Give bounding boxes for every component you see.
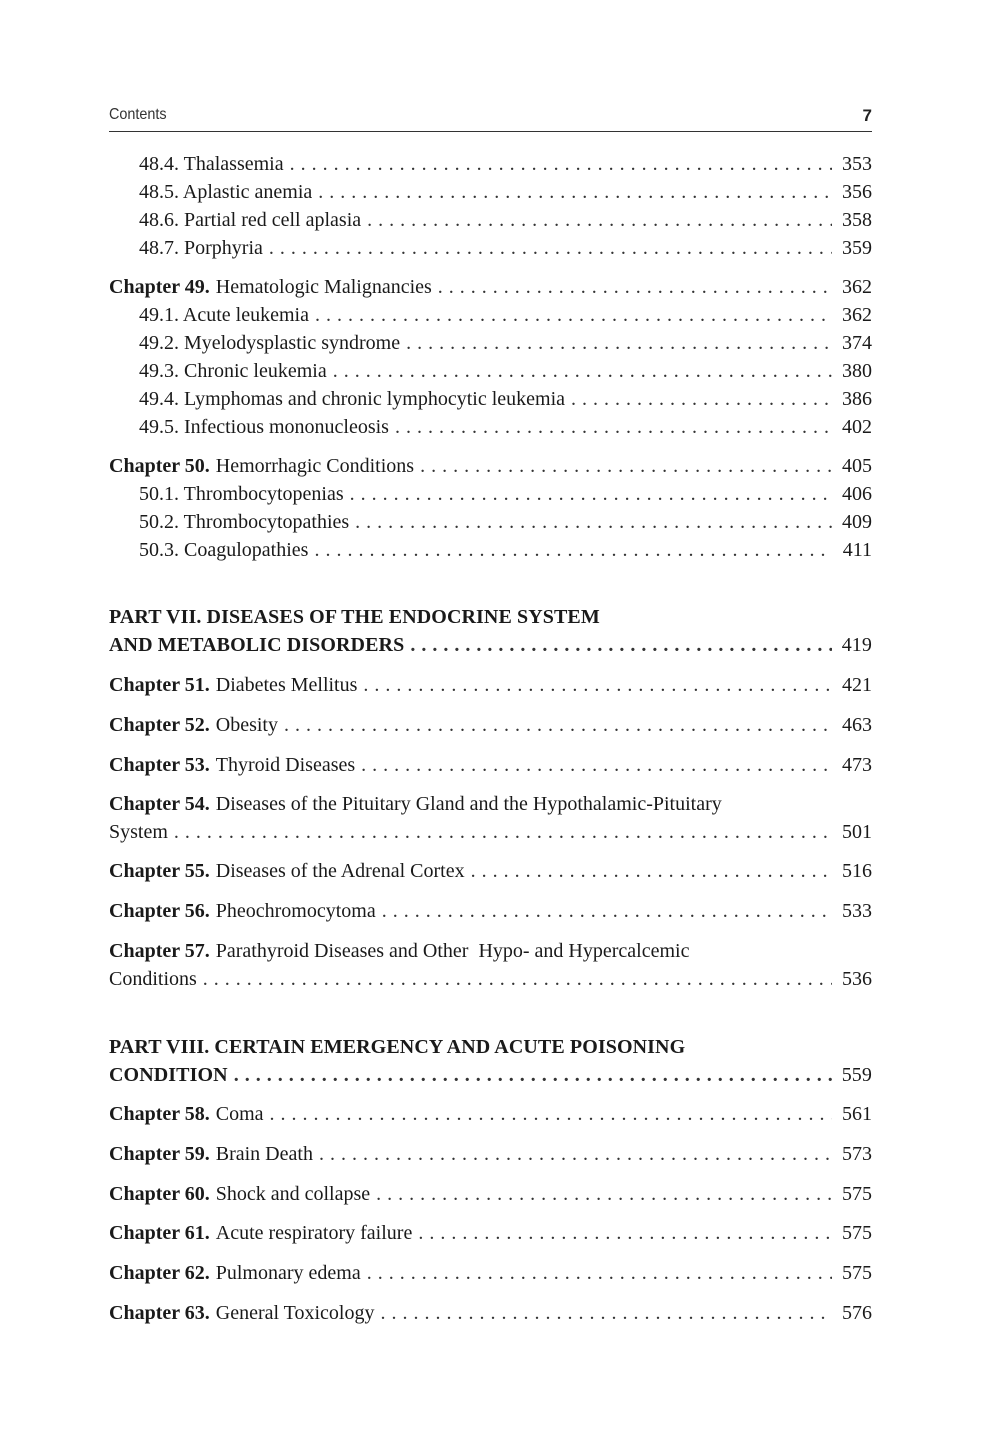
- chapter-label: Chapter 50.: [109, 455, 210, 477]
- chapter-title: Shock and collapse: [215, 1183, 371, 1205]
- toc-section-title: 49.1. Acute leukemia: [139, 304, 309, 326]
- chapter-label: Chapter 57.: [109, 940, 210, 962]
- toc-page-number: 501: [842, 821, 872, 843]
- toc-page-number: 463: [842, 714, 872, 736]
- toc-section-title: 50.2. Thrombocytopathies: [139, 511, 350, 533]
- toc-section-title: 49.4. Lymphomas and chronic lymphocytic leukemia: [139, 388, 566, 410]
- toc-section-row[interactable]: [109, 357, 872, 385]
- chapter-label: Chapter 62.: [109, 1262, 210, 1284]
- toc-chapter-row[interactable]: [109, 273, 872, 301]
- toc-chapter-56[interactable]: [109, 897, 872, 925]
- toc-section-title: 49.3. Chronic leukemia: [139, 360, 327, 382]
- chapter-title: Coma: [215, 1103, 264, 1125]
- toc-page-number: 405: [842, 455, 872, 477]
- toc-page-number: 380: [842, 360, 872, 382]
- chapter-label: Chapter 60.: [109, 1183, 210, 1205]
- toc-chapter-row[interactable]: [109, 452, 872, 480]
- dot-leader: [381, 1299, 833, 1327]
- chapter-title: Diseases of the Adrenal Cortex: [215, 860, 465, 882]
- toc-chapter-58[interactable]: [109, 1100, 872, 1128]
- toc-page-number: 561: [842, 1103, 872, 1125]
- dot-leader: [315, 301, 832, 329]
- toc-section-row[interactable]: [109, 301, 872, 329]
- toc-page-number: 559: [841, 1064, 872, 1086]
- part-title: PART VIII. CERTAIN EMERGENCY AND ACUTE POISONING: [109, 1036, 686, 1058]
- dot-leader: [290, 150, 832, 178]
- dot-leader: [382, 897, 832, 925]
- part-7-heading[interactable]: [109, 603, 872, 659]
- toc-chapter-57[interactable]: [109, 937, 872, 993]
- chapter-label: Chapter 53.: [109, 754, 210, 776]
- part-title-line-2: [109, 631, 872, 659]
- dot-leader: [269, 234, 832, 262]
- dot-leader: [363, 671, 832, 699]
- dot-leader: [418, 1219, 832, 1247]
- toc-page-number: 409: [842, 511, 872, 533]
- toc-section-row[interactable]: [109, 178, 872, 206]
- toc-section-row[interactable]: [109, 329, 872, 357]
- toc-page-number: 356: [842, 181, 872, 203]
- toc-page-number: 406: [842, 483, 872, 505]
- toc-section-title: 48.5. Aplastic anemia: [139, 181, 313, 203]
- chapter-label: Chapter 58.: [109, 1103, 210, 1125]
- chapter-title: Hematologic Malignancies: [215, 276, 432, 298]
- toc-chapter-51[interactable]: [109, 671, 872, 699]
- dot-leader: [571, 385, 832, 413]
- chapter-49-block: [109, 273, 872, 441]
- toc-section-title: 48.4. Thalassemia: [139, 153, 284, 175]
- toc-page-number: 575: [842, 1183, 872, 1205]
- toc-page-number: 576: [842, 1302, 872, 1324]
- toc-section-row[interactable]: [109, 385, 872, 413]
- chapter-label: Chapter 52.: [109, 714, 210, 736]
- dot-leader: [367, 1259, 832, 1287]
- toc-chapter-62[interactable]: [109, 1259, 872, 1287]
- part-title-line-2: [109, 1061, 872, 1089]
- toc-section-row[interactable]: [109, 413, 872, 441]
- toc-page-number: 573: [842, 1143, 872, 1165]
- dot-leader: [395, 413, 832, 441]
- dot-leader: [270, 1100, 832, 1128]
- chapter-title: Diabetes Mellitus: [215, 674, 358, 696]
- toc-page-number: 358: [842, 209, 872, 231]
- dot-leader: [203, 965, 832, 993]
- toc-chapter-52[interactable]: [109, 711, 872, 739]
- toc-page-number: 533: [842, 900, 872, 922]
- chapter-label: Chapter 49.: [109, 276, 210, 298]
- chapter-title: Obesity: [215, 714, 278, 736]
- chapter-title: Brain Death: [215, 1143, 313, 1165]
- chapter-title: Hemorrhagic Conditions: [215, 455, 415, 477]
- dot-leader: [376, 1180, 832, 1208]
- toc-section-title: 50.1. Thrombocytopenias: [139, 483, 344, 505]
- toc-page-number: 386: [842, 388, 872, 410]
- toc-page-number: 362: [842, 304, 872, 326]
- part-title-line-1: [109, 1033, 872, 1061]
- chapter-48-sections: [109, 150, 872, 262]
- toc-chapter-54[interactable]: [109, 790, 872, 846]
- dot-leader: [174, 818, 832, 846]
- toc-section-title: 48.6. Partial red cell aplasia: [139, 209, 362, 231]
- dot-leader: [314, 536, 832, 564]
- dot-leader: [367, 206, 832, 234]
- chapter-title-cont: Conditions: [109, 968, 197, 990]
- chapter-label: Chapter 63.: [109, 1302, 210, 1324]
- dot-leader: [410, 631, 832, 659]
- chapter-title: Acute respiratory failure: [215, 1222, 413, 1244]
- dot-leader: [420, 452, 832, 480]
- toc-section-row[interactable]: [109, 150, 872, 178]
- chapter-title: Thyroid Diseases: [215, 754, 356, 776]
- chapter-title: General Toxicology: [215, 1302, 375, 1324]
- part-title-cont: AND METABOLIC DISORDERS: [109, 634, 405, 656]
- dot-leader: [318, 178, 832, 206]
- chapter-label: Chapter 51.: [109, 674, 210, 696]
- chapter-label: Chapter 54.: [109, 793, 210, 815]
- toc-page-number: 402: [842, 416, 872, 438]
- header-label: Contents: [109, 106, 167, 123]
- toc-chapter-63[interactable]: [109, 1299, 872, 1327]
- toc-section-title: 50.3. Coagulopathies: [139, 539, 309, 561]
- dot-leader: [284, 711, 832, 739]
- toc-page-number: 536: [842, 968, 872, 990]
- toc-section-row[interactable]: [109, 234, 872, 262]
- dot-leader: [406, 329, 832, 357]
- toc-section-row[interactable]: [109, 480, 872, 508]
- toc-page-number: 359: [842, 237, 872, 259]
- dot-leader: [319, 1140, 832, 1168]
- toc-page-number: 421: [842, 674, 872, 696]
- toc-chapter-59[interactable]: [109, 1140, 872, 1168]
- toc-section-row[interactable]: [109, 206, 872, 234]
- toc-page-number: 473: [842, 754, 872, 776]
- chapter-label: Chapter 61.: [109, 1222, 210, 1244]
- part-title-cont: CONDITION: [109, 1064, 228, 1086]
- toc-page-number: 374: [842, 332, 872, 354]
- toc-section-title: 49.5. Infectious mononucleosis: [139, 416, 389, 438]
- dot-leader: [333, 357, 832, 385]
- toc-section-row[interactable]: [109, 508, 872, 536]
- toc-chapter-55[interactable]: [109, 857, 872, 885]
- dot-leader: [438, 273, 832, 301]
- dot-leader: [350, 480, 832, 508]
- chapter-title-cont: System: [109, 821, 168, 843]
- toc-page-number: 575: [842, 1262, 872, 1284]
- toc-section-row[interactable]: [109, 536, 872, 564]
- dot-leader: [234, 1061, 832, 1089]
- toc-page-number: 419: [841, 634, 872, 656]
- part-title: PART VII. DISEASES OF THE ENDOCRINE SYSTEM: [109, 606, 600, 628]
- part-title-line-1: [109, 603, 872, 631]
- dot-leader: [355, 508, 832, 536]
- toc-page-number: 516: [842, 860, 872, 882]
- toc-page-number: 353: [842, 153, 872, 175]
- chapter-title: Parathyroid Diseases and Other Hypo- and Hypercalcemic: [215, 940, 690, 962]
- chapter-50-block: [109, 452, 872, 564]
- toc-chapter-61[interactable]: [109, 1219, 872, 1247]
- chapter-label: Chapter 56.: [109, 900, 210, 922]
- toc-section-title: 49.2. Myelodysplastic syndrome: [139, 332, 401, 354]
- toc-chapter-60[interactable]: [109, 1180, 872, 1208]
- toc-page-number: 575: [842, 1222, 872, 1244]
- dot-leader: [361, 751, 832, 779]
- chapter-title: Pulmonary edema: [215, 1262, 361, 1284]
- running-header: [109, 105, 872, 132]
- toc-page-number: 411: [842, 539, 872, 561]
- chapter-title: Pheochromocytoma: [215, 900, 376, 922]
- toc-chapter-53[interactable]: [109, 751, 872, 779]
- header-page-number: 7: [862, 106, 872, 125]
- toc-section-title: 48.7. Porphyria: [139, 237, 263, 259]
- part-8-heading[interactable]: [109, 1033, 872, 1089]
- chapter-label: Chapter 55.: [109, 860, 210, 882]
- dot-leader: [471, 857, 832, 885]
- toc-page-number: 362: [842, 276, 872, 298]
- chapter-label: Chapter 59.: [109, 1143, 210, 1165]
- chapter-title: Diseases of the Pituitary Gland and the Hypothalamic-Pituitary: [215, 793, 722, 815]
